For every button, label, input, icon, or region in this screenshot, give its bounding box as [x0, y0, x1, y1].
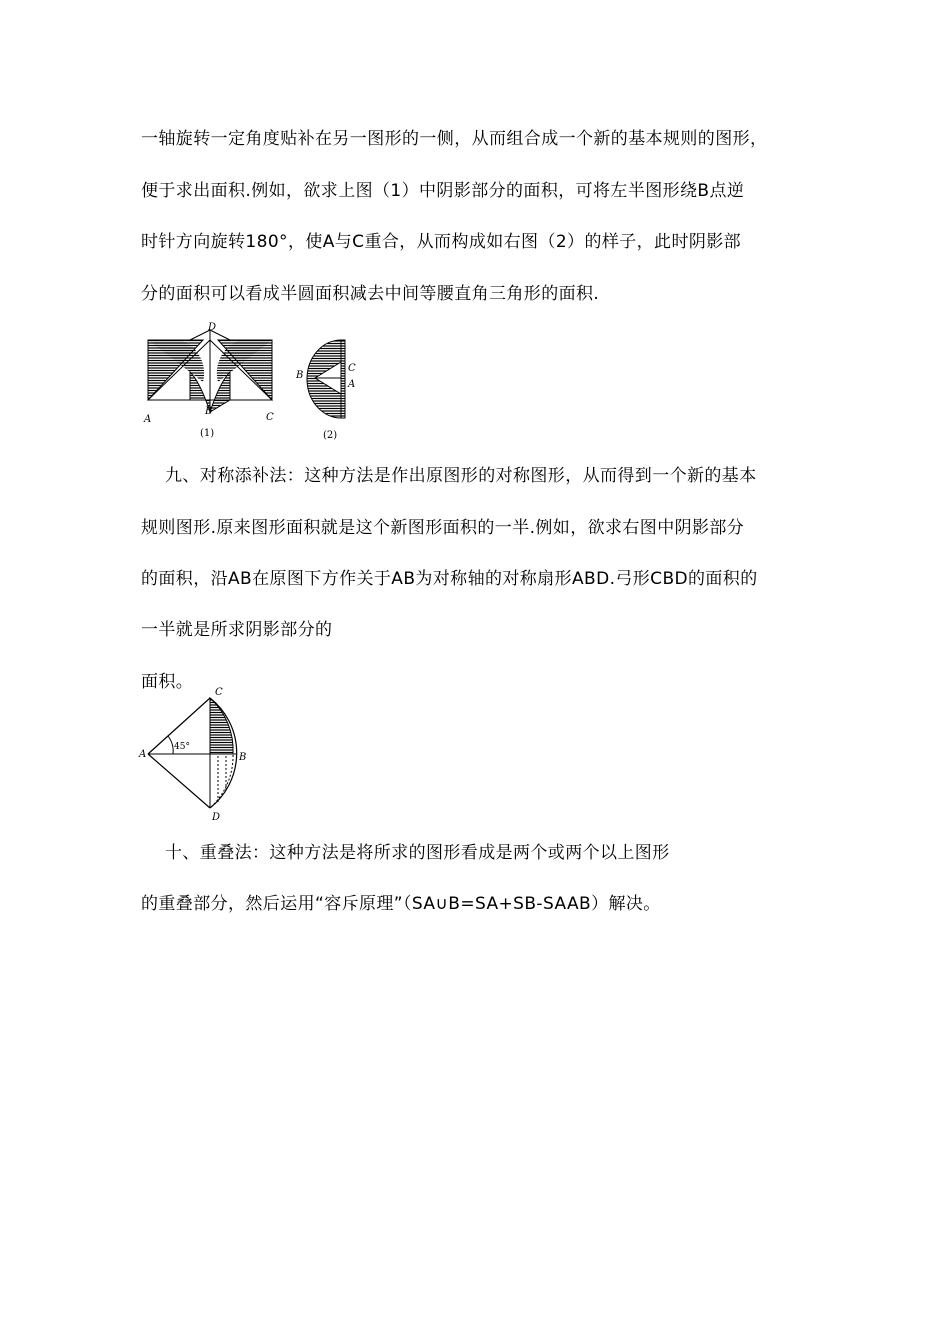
figure-2-label-b: B	[296, 370, 304, 381]
text-line: 面积。	[141, 672, 194, 692]
text-line: 十、重叠法：这种方法是将所求的图形看成是两个或两个以上图形	[165, 843, 670, 863]
figure-3-diagram	[138, 684, 256, 824]
text-line: 九、对称添补法：这种方法是作出原图形的对称图形，从而得到一个新的基本	[165, 466, 757, 486]
figure-1-label-a: A	[144, 414, 152, 425]
text-line: 规则图形.原来图形面积就是这个新图形面积的一半.例如，欲求右图中阴影部分	[141, 518, 745, 538]
figure-3-label-a: A	[139, 749, 147, 760]
figure-2-caption: (2)	[323, 430, 338, 441]
figure-3-label-c: C	[215, 687, 223, 698]
figure-2-label-a: A	[348, 379, 356, 390]
figure-1-label-c: C	[266, 412, 274, 423]
text-line: 分的面积可以看成半圆面积减去中间等腰直角三角形的面积.	[141, 284, 600, 304]
figure-1-label-b: B	[205, 406, 213, 417]
text-line: 的重叠部分，然后运用“容斥原理”（SA∪B=SA+SB-SAAB）解决。	[141, 894, 661, 914]
figure-1-diagram	[138, 322, 288, 440]
figure-1-label-d: D	[208, 322, 217, 333]
figure-1-caption: (1)	[200, 428, 215, 439]
figure-2-label-c: C	[348, 363, 356, 374]
figure-2-diagram	[293, 330, 363, 445]
figure-3-angle: 45°	[174, 742, 190, 752]
text-line: 一半就是所求阴影部分的	[141, 620, 333, 640]
figure-3-label-b: B	[239, 752, 247, 763]
text-line: 的面积，沿AB在原图下方作关于AB为对称轴的对称扇形ABD.弓形CBD的面积的	[141, 569, 758, 589]
figure-3-label-d: D	[212, 812, 221, 823]
text-line: 便于求出面积.例如，欲求上图（1）中阴影部分的面积，可将左半图形绕B点逆	[141, 181, 745, 201]
text-line: 一轴旋转一定角度贴补在另一图形的一侧，从而组合成一个新的基本规则的图形，	[141, 129, 768, 149]
text-line: 时针方向旋转180°，使A与C重合，从而构成如右图（2）的样子，此时阴影部	[141, 232, 742, 252]
